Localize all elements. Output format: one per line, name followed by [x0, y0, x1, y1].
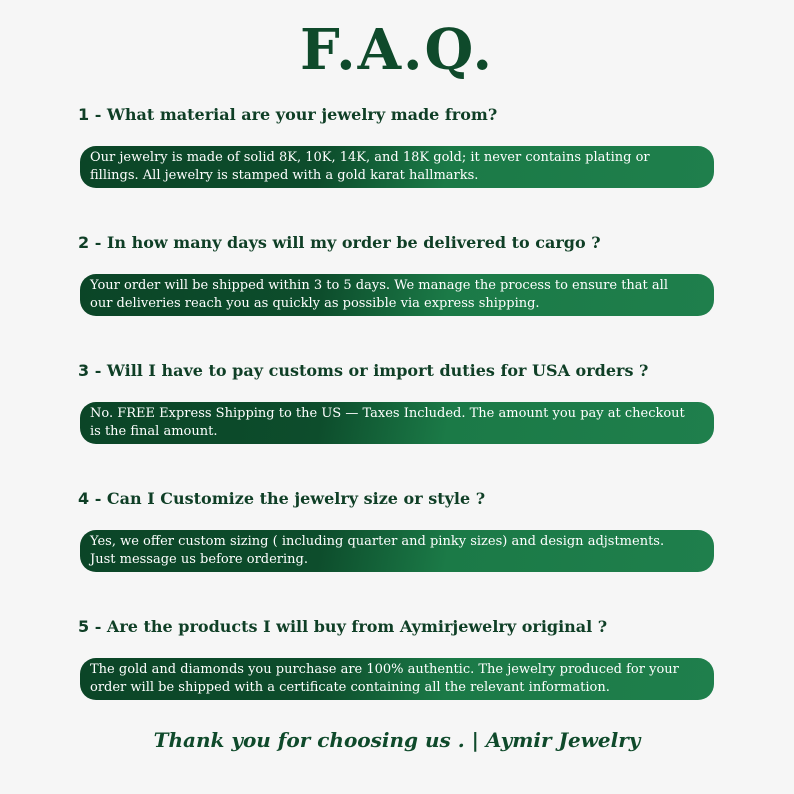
faq-number-4: 4: [78, 489, 90, 508]
faq-answer-3-line-2: is the final amount.: [90, 424, 218, 439]
faq-item-1: [78, 105, 718, 188]
faq-answer-1: [80, 146, 714, 188]
page-title: F.A.Q.: [299, 17, 495, 83]
faq-number-1: 1: [78, 105, 90, 124]
faq-number-3: 3: [78, 361, 90, 380]
faq-number-2: 2: [78, 233, 90, 252]
faq-answer-5-line-2: order will be shipped with a certificate containing all the relevant information.: [90, 680, 610, 695]
faq-answer-2-line-2: our deliveries reach you as quickly as possible via express shipping.: [90, 296, 540, 311]
faq-item-5: [78, 617, 718, 700]
faq-question-text-1: - What material are your jewelry made from?: [89, 105, 498, 124]
faq-item-3: [78, 361, 718, 444]
faq-item-4: [78, 489, 718, 572]
faq-answer-3-line-1: No. FREE Express Shipping to the US — Taxes Included. The amount you pay at checkout: [90, 406, 685, 421]
faq-answer-2: [80, 274, 714, 316]
faq-question-1: [78, 105, 718, 125]
faq-answer-4-line-2: Just message us before ordering.: [90, 552, 308, 567]
faq-question-text-5: - Are the products I will buy from Aymirjewelry original ?: [89, 617, 608, 636]
faq-question-text-4: - Can I Customize the jewelry size or style ?: [89, 489, 486, 508]
faq-answer-5: [80, 658, 714, 700]
faq-question-text-2: - In how many days will my order be delivered to cargo ?: [89, 233, 601, 252]
faq-answer-2-line-1: Your order will be shipped within 3 to 5 days. We manage the process to ensure that all: [90, 278, 668, 293]
faq-question-3: [78, 361, 718, 381]
faq-answer-4: [80, 530, 714, 572]
faq-answer-3: [80, 402, 714, 444]
faq-answer-5-line-1: The gold and diamonds you purchase are 100% authentic. The jewelry produced for your: [90, 662, 679, 677]
faq-item-2: [78, 233, 718, 316]
faq-question-5: [78, 617, 718, 637]
faq-question-4: [78, 489, 718, 509]
faq-number-5: 5: [78, 617, 90, 636]
faq-question-text-3: - Will I have to pay customs or import duties for USA orders ?: [89, 361, 649, 380]
faq-answer-4-line-1: Yes, we offer custom sizing ( including quarter and pinky sizes) and design adjstments.: [90, 534, 665, 549]
faq-answer-1-line-2: fillings. All jewelry is stamped with a gold karat hallmarks.: [90, 168, 479, 183]
faq-answer-1-line-1: Our jewelry is made of solid 8K, 10K, 14K, and 18K gold; it never contains plating or: [90, 150, 650, 165]
footer-thank-you: Thank you for choosing us . | Aymir Jewelry: [153, 728, 641, 752]
faq-question-2: [78, 233, 718, 253]
